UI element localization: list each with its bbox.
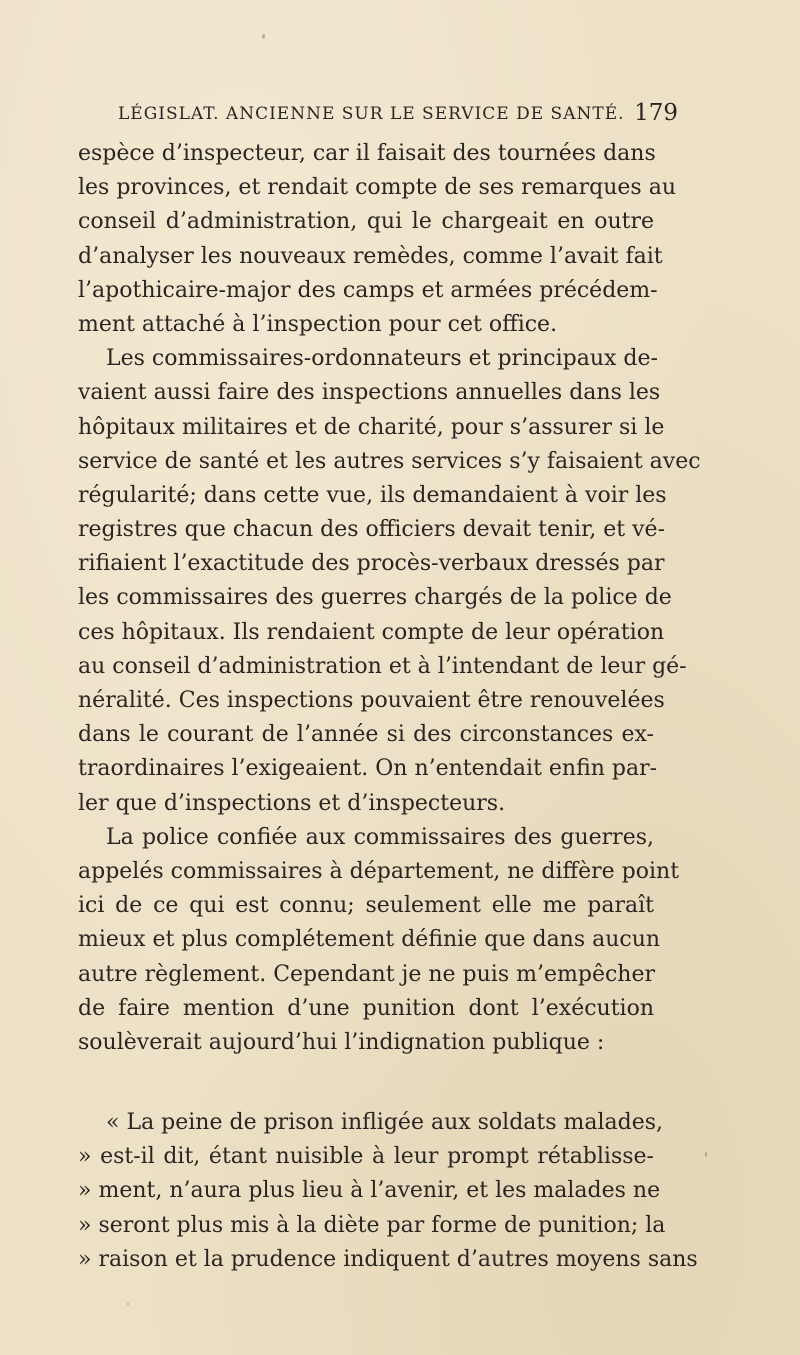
text-line: ici de ce qui est connu; seulement elle me paraît <box>78 893 654 919</box>
body-text <box>78 137 701 1277</box>
paragraph-2 <box>78 342 701 821</box>
text-line: espèce d’inspecteur, car il faisait des tournées dans <box>78 141 656 166</box>
text-line: appelés commissaires à département, ne diffère point <box>78 858 680 884</box>
text-line: service de santé et les autres services s’y faisaient avec <box>78 448 701 474</box>
text-line: les provinces, et rendait compte de ses remarques au <box>78 175 676 201</box>
text-line: conseil d’administration, qui le chargeait en outre <box>78 209 654 235</box>
text-line: « La peine de prison infligée aux soldats malades, <box>106 1110 664 1136</box>
text-line: ler que d’inspections et d’inspecteurs. <box>78 790 506 816</box>
text-line: ces hôpitaux. Ils rendaient compte de leur opération <box>78 619 665 645</box>
text-line: ment attaché à l’inspection pour cet office. <box>78 311 558 337</box>
quoted-passage <box>78 1106 698 1277</box>
text-line: les commissaires des guerres chargés de la police de <box>78 585 672 611</box>
text-line: traordinaires l’exigeaient. On n’entendait enfin par- <box>78 756 658 782</box>
paper-speck <box>705 1152 707 1157</box>
text-line: vaient aussi faire des inspections annuelles dans les <box>78 380 661 406</box>
text-line: La police confiée aux commissaires des guerres, <box>106 824 654 850</box>
text-line: Les commissaires-ordonnateurs et principaux de- <box>106 346 658 372</box>
text-line: de faire mention d’une punition dont l’exécution <box>78 995 654 1021</box>
text-line: » est-il dit, étant nuisible à leur prompt rétablisse- <box>78 1144 654 1170</box>
text-line: soulèverait aujourd’hui l’indignation publique : <box>78 1029 605 1055</box>
running-head <box>118 100 678 130</box>
text-line: dans le courant de l’année si des circonstances ex- <box>78 722 654 748</box>
text-line: d’analyser les nouveaux remèdes, comme l’avait fait <box>78 243 663 269</box>
text-line: néralité. Ces inspections pouvaient être renouvelées <box>78 688 665 713</box>
paragraph-1 <box>78 137 676 342</box>
paper-speck <box>127 1303 129 1305</box>
text-line: l’apothicaire-major des camps et armées précédem- <box>78 277 658 303</box>
quote-spacer <box>78 1060 654 1106</box>
text-line: régularité; dans cette vue, ils demandaient à voir les <box>78 482 667 508</box>
text-line: hôpitaux militaires et de charité, pour s’assurer si le <box>78 414 665 440</box>
page-number: 179 <box>634 100 678 126</box>
paper-speck <box>262 34 265 39</box>
paragraph-3 <box>78 821 680 1060</box>
running-title: LÉGISLAT. ANCIENNE SUR LE SERVICE DE SANTÉ. <box>118 104 625 124</box>
text-line: » ment, n’aura plus lieu à l’avenir, et les malades ne <box>78 1178 661 1204</box>
text-line: rifiaient l’exactitude des procès-verbaux dressés par <box>78 551 665 577</box>
text-line: » seront plus mis à la diète par forme de punition; la <box>78 1212 666 1238</box>
text-line: mieux et plus complétement définie que dans aucun <box>78 927 661 953</box>
text-line: » raison et la prudence indiquent d’autres moyens sans <box>78 1246 698 1272</box>
text-line: autre règlement. Cependant je ne puis m’empêcher <box>78 961 655 987</box>
text-line: au conseil d’administration et à l’intendant de leur gé- <box>78 653 687 679</box>
text-line: registres que chacun des officiers devait tenir, et vé- <box>78 517 666 543</box>
